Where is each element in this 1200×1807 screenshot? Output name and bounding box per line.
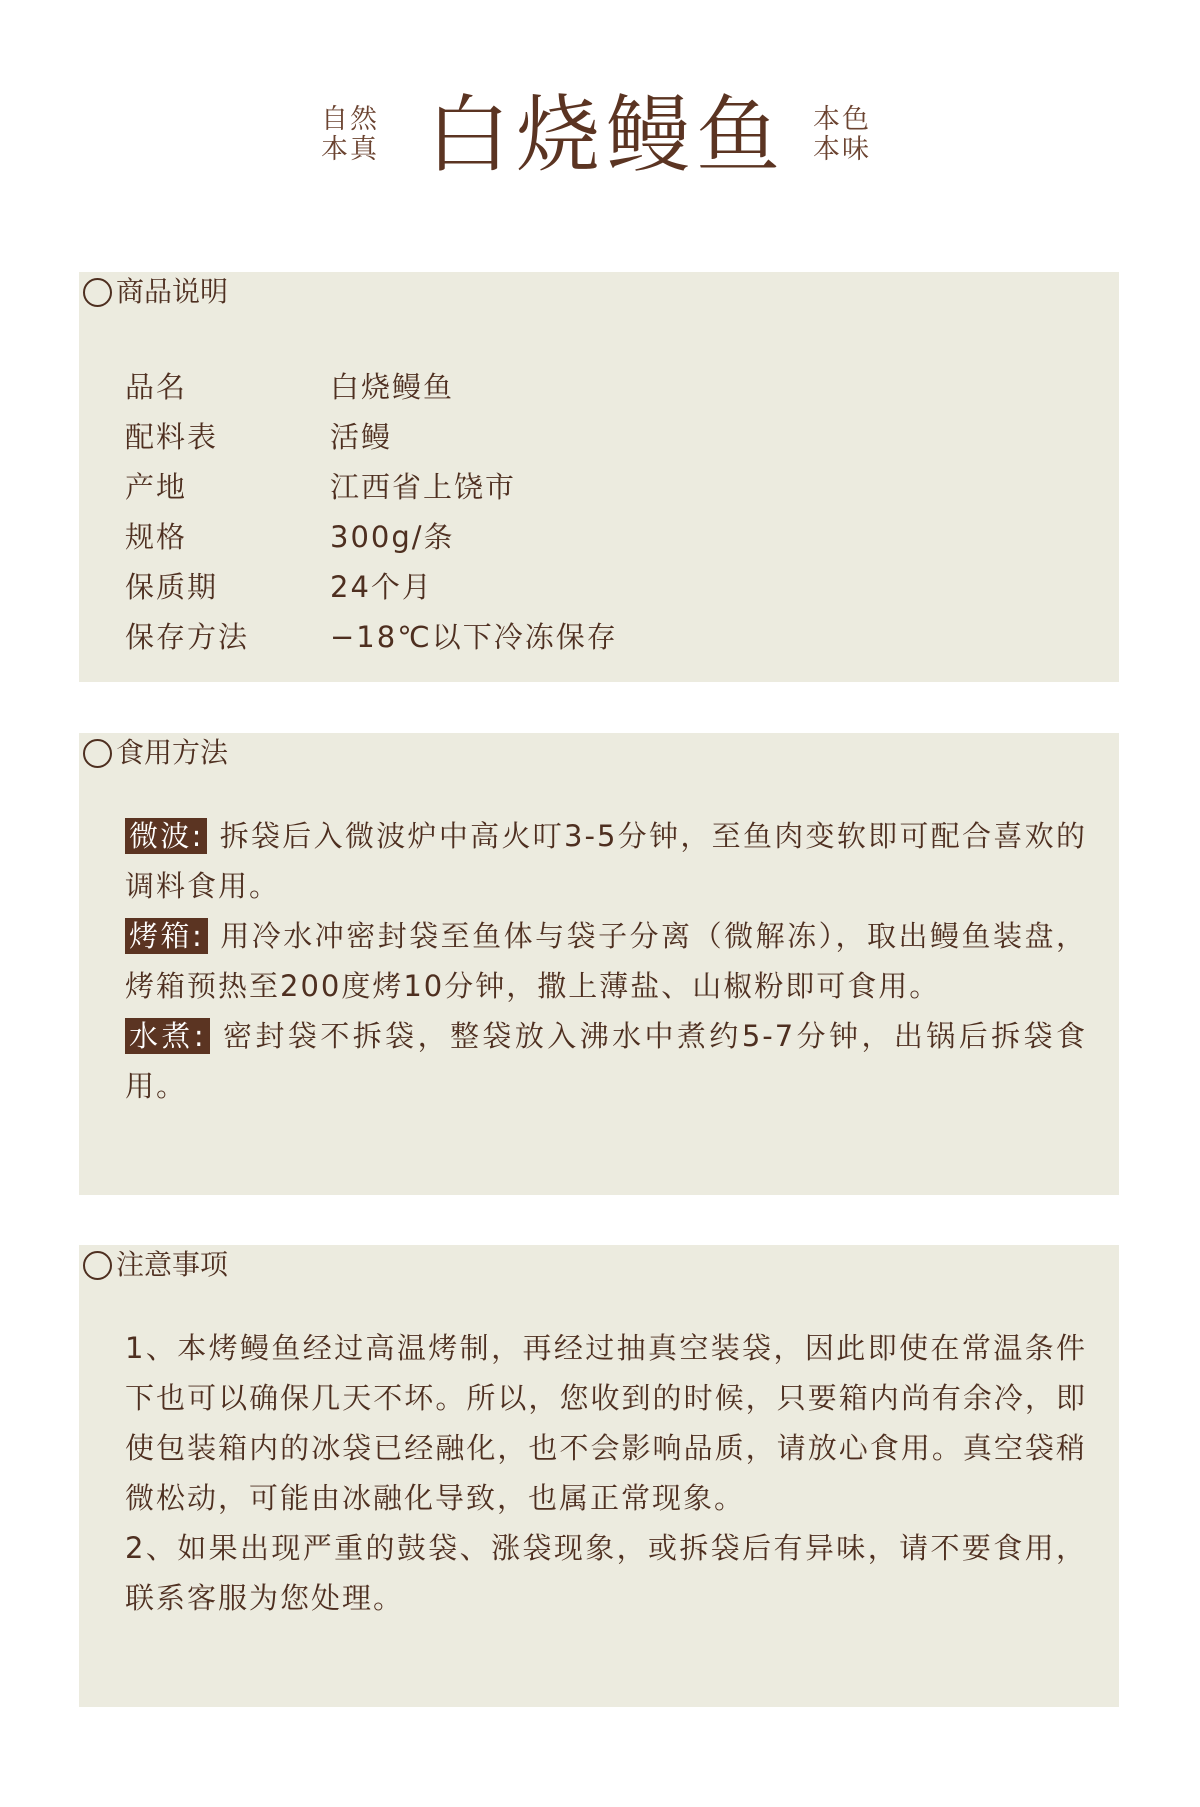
circle-icon	[83, 739, 112, 768]
header-left-slogan	[321, 105, 379, 165]
method-text: 用冷水冲密封袋至鱼体与袋子分离（微解冻），取出鳗鱼装盘，烤箱预热至200度烤10分钟，撒上薄盐、山椒粉即可食用。	[125, 919, 1087, 1003]
spec-value: 白烧鳗鱼	[330, 370, 455, 404]
spec-value: 24个月	[330, 570, 433, 604]
section-heading	[83, 1245, 228, 1285]
note-item: 2、如果出现严重的鼓袋、涨袋现象，或拆袋后有异味，请不要食用，联系客服为您处理。	[125, 1531, 1087, 1615]
method-tag: 水煮:	[125, 1018, 210, 1054]
spec-row	[125, 612, 618, 662]
slogan-line: 本真	[321, 134, 379, 165]
usage-item	[125, 911, 1087, 1011]
product-description-panel	[79, 272, 1119, 682]
spec-row	[125, 362, 618, 412]
usage-text	[125, 811, 1087, 1111]
spec-value: 活鳗	[330, 420, 393, 454]
method-tag: 微波:	[125, 818, 207, 854]
spec-row	[125, 412, 618, 462]
slogan-line: 自然	[321, 104, 379, 135]
section-heading	[83, 733, 228, 773]
note-item: 1、本烤鳗鱼经过高温烤制，再经过抽真空装袋，因此即使在常温条件下也可以确保几天不坏。所以，您收到的时候，只要箱内尚有余冷，即使包装箱内的冰袋已经融化，也不会影响品质，请放心食用。真空袋稍微松动，可能由冰融化导致，也属正常现象。	[125, 1331, 1087, 1515]
spec-label: 产地	[125, 470, 188, 504]
section-title: 注意事项	[116, 1248, 229, 1281]
notes-panel	[79, 1245, 1119, 1707]
usage-item	[125, 1011, 1087, 1111]
usage-panel	[79, 733, 1119, 1195]
spec-label: 规格	[125, 520, 188, 554]
spec-table	[125, 362, 618, 662]
method-text: 密封袋不拆袋，整袋放入沸水中煮约5-7分钟，出锅后拆袋食用。	[125, 1019, 1087, 1103]
notes-text	[125, 1323, 1087, 1623]
spec-row	[125, 562, 618, 612]
section-title: 商品说明	[116, 275, 229, 308]
spec-label: 品名	[125, 370, 188, 404]
spec-label: 保质期	[125, 570, 219, 604]
page-header	[0, 86, 1200, 185]
spec-row	[125, 512, 618, 562]
slogan-line: 本味	[813, 134, 871, 165]
spec-label: 配料表	[125, 420, 219, 454]
spec-label: 保存方法	[125, 620, 250, 654]
spec-value: 300g/条	[330, 520, 455, 554]
slogan-line: 本色	[813, 104, 871, 135]
method-text: 拆袋后入微波炉中高火叮3-5分钟，至鱼肉变软即可配合喜欢的调料食用。	[125, 819, 1087, 903]
page-title: 白烧鳗鱼	[426, 86, 787, 184]
section-title: 食用方法	[116, 736, 229, 769]
spec-value: −18℃以下冷冻保存	[330, 620, 618, 654]
usage-item	[125, 811, 1087, 911]
method-tag: 烤箱:	[125, 918, 208, 954]
spec-row	[125, 462, 618, 512]
spec-value: 江西省上饶市	[330, 470, 517, 504]
circle-icon	[83, 1251, 112, 1280]
circle-icon	[83, 278, 112, 307]
section-heading	[83, 272, 228, 312]
header-right-slogan	[813, 105, 871, 165]
